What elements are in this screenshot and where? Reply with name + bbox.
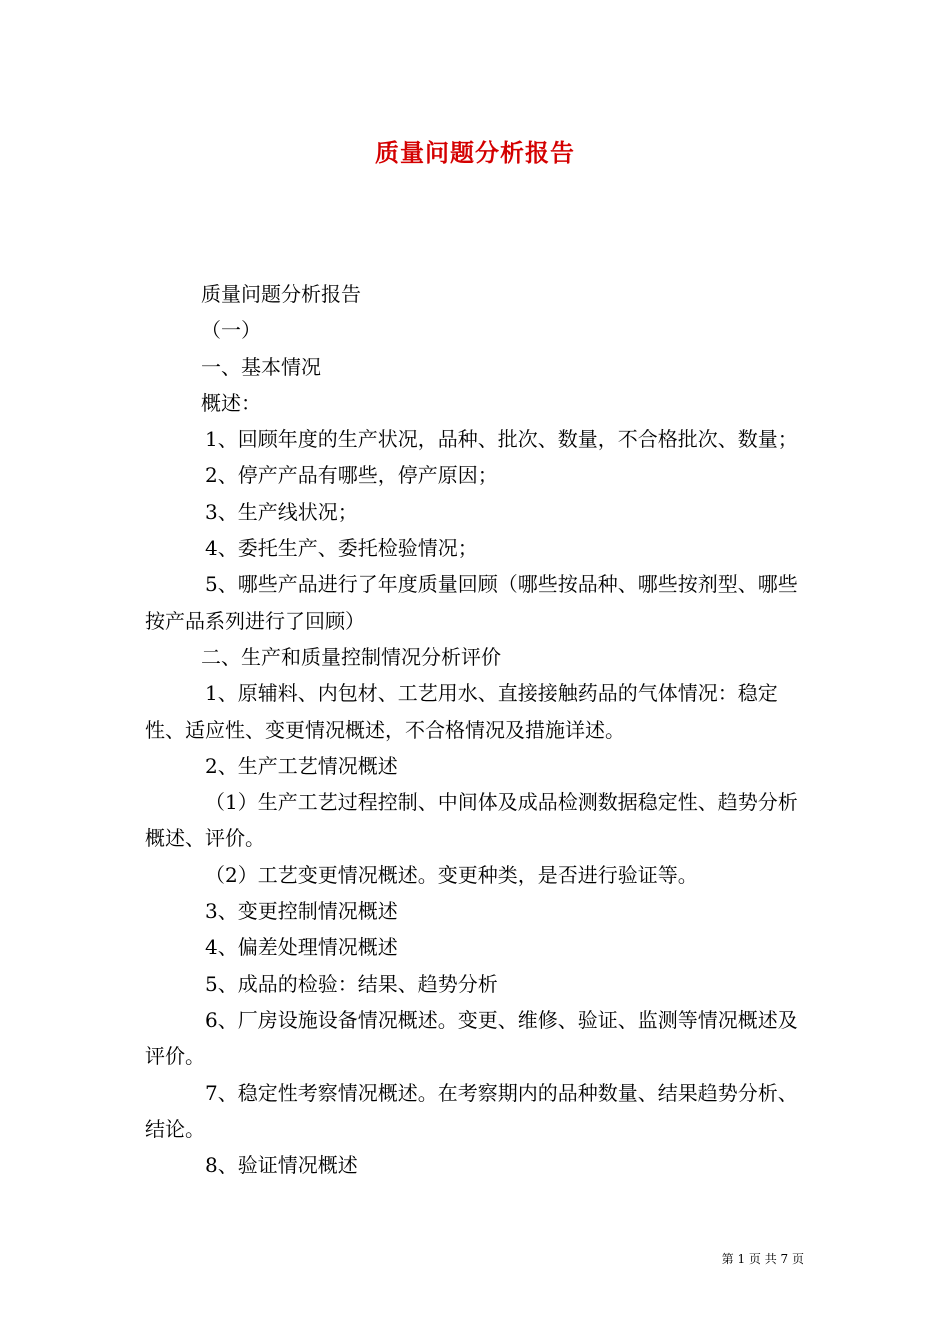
paragraph: 二、生产和质量控制情况分析评价 xyxy=(201,644,501,669)
paragraph: 1、原辅料、内包材、工艺用水、直接接触药品的气体情况：稳定性、适应性、变更情况概述，不合格情况及措施详述。 xyxy=(145,681,778,742)
document-title: 质量问题分析报告 xyxy=(375,138,575,167)
paragraph: 2、停产产品有哪些，停产原因； xyxy=(205,463,498,488)
paragraph: 5、哪些产品进行了年度质量回顾（哪些按品种、哪些按剂型、哪些按产品系列进行了回顾） xyxy=(145,572,798,633)
paragraph: 1、回顾年度的生产状况，品种、批次、数量，不合格批次、数量； xyxy=(205,427,798,452)
paragraph: 8、验证情况概述 xyxy=(205,1153,358,1178)
paragraph: 5、成品的检验：结果、趋势分析 xyxy=(205,971,498,996)
paragraph: （1）生产工艺过程控制、中间体及成品检测数据稳定性、趋势分析概述、评价。 xyxy=(145,790,798,851)
paragraph: （2）工艺变更情况概述。变更种类，是否进行验证等。 xyxy=(205,862,698,887)
paragraph: 6、厂房设施设备情况概述。变更、维修、验证、监测等情况概述及评价。 xyxy=(145,1007,798,1069)
paragraph: 7、稳定性考察情况概述。在考察期内的品种数量、结果趋势分析、结论。 xyxy=(145,1080,798,1141)
paragraph: 3、生产线状况； xyxy=(205,499,358,524)
page-number-footer: 第 1 页 共 7 页 xyxy=(721,1252,804,1266)
paragraph: 一、基本情况 xyxy=(201,354,321,379)
paragraph: 质量问题分析报告 xyxy=(201,282,361,306)
paragraph: 4、偏差处理情况概述 xyxy=(205,935,398,960)
paragraph: 4、委托生产、委托检验情况； xyxy=(205,536,478,561)
paragraph: （一） xyxy=(201,318,261,343)
document-body xyxy=(145,276,813,1183)
paragraph: 2、生产工艺情况概述 xyxy=(205,753,398,778)
paragraph: 3、变更控制情况概述 xyxy=(205,899,398,924)
paragraph: 概述： xyxy=(201,390,261,415)
